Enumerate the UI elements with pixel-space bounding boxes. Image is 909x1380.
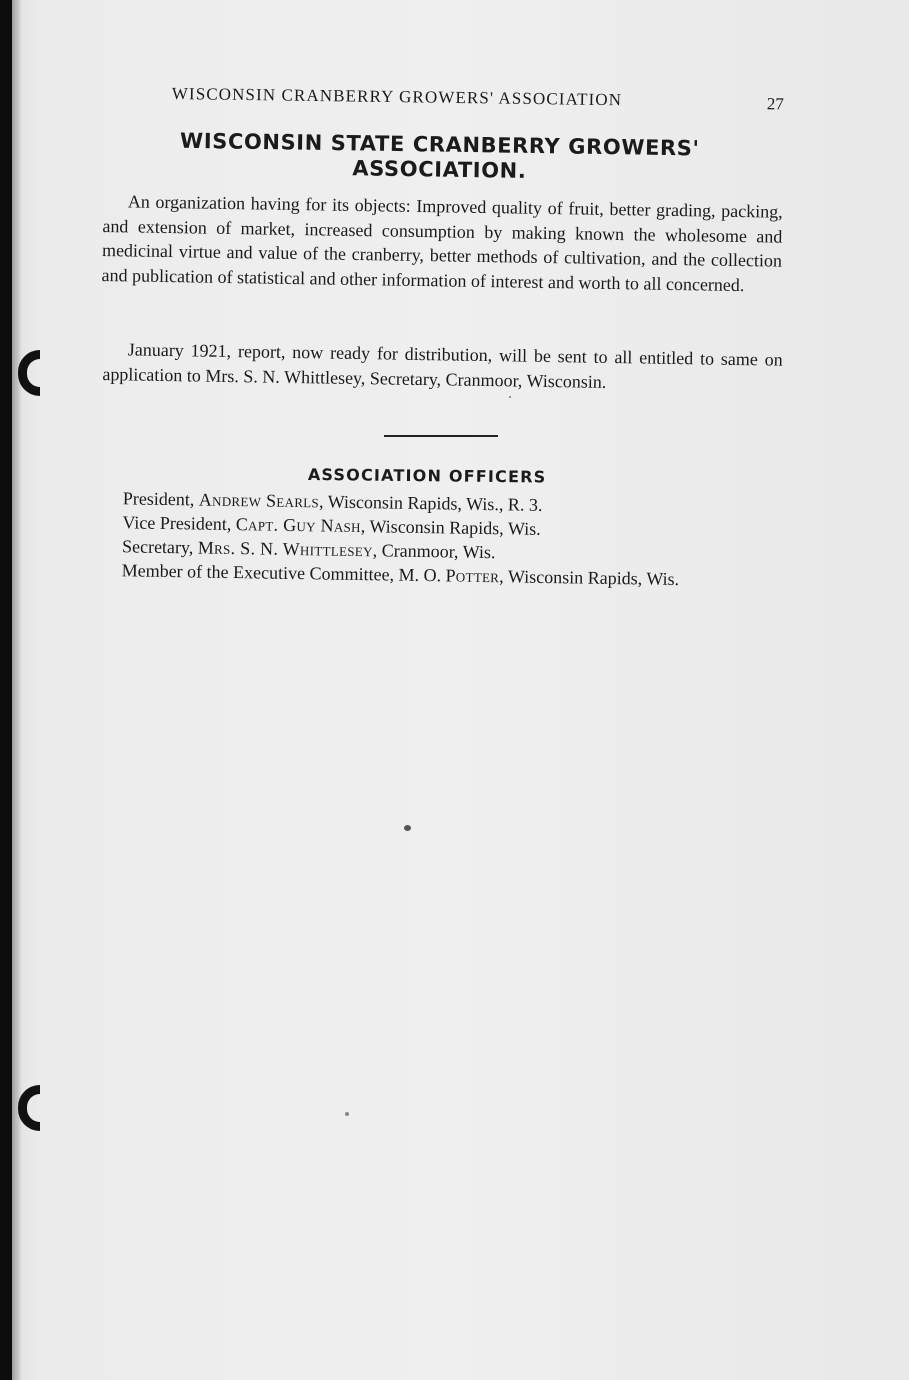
section-heading-line-1: WISCONSIN STATE CRANBERRY GROWERS': [179, 128, 700, 161]
running-head: [172, 84, 784, 119]
officer-name: Potter: [445, 565, 500, 587]
officer-role: Secretary,: [121, 536, 198, 558]
print-speck: [404, 825, 411, 831]
officer-role: President,: [122, 488, 199, 510]
objects-paragraph: An organization having for its objects: Improved quality of fruit, better grading, packing, and extension of market, increased consumption by making known the wholesome and medicinal virtue and value of the cranberry, better methods of cultivation, and the collection and publication of statistical and other information of interest and worth to all concerned.: [101, 191, 783, 295]
officer-details: , Wisconsin Rapids, Wis., R. 3.: [318, 491, 543, 515]
officers-heading: ASSOCIATION OFFICERS: [307, 465, 547, 487]
officer-name: Andrew Searls: [198, 489, 320, 512]
print-speck: [509, 396, 511, 398]
officer-details: , Cranmoor, Wis.: [372, 540, 496, 563]
running-head-title: WISCONSIN CRANBERRY GROWERS' ASSOCIATION: [171, 84, 623, 110]
binding-shadow: [12, 0, 22, 1380]
report-paragraph-block: [102, 337, 783, 397]
officer-name: Mrs. S. N. Whittlesey: [197, 537, 373, 561]
section-divider: [384, 435, 498, 437]
section-heading: [129, 128, 750, 187]
print-speck: [345, 1112, 349, 1116]
binding-edge: [0, 0, 12, 1380]
report-paragraph: January 1921, report, now ready for distribution, will be sent to all entitled to same on application to Mrs. S. N. Whittlesey, Secretary, Cranmoor, Wisconsin.: [102, 339, 783, 392]
officer-details: , Wisconsin Rapids, Wis.: [360, 516, 541, 539]
section-heading-line-2: ASSOCIATION.: [352, 156, 527, 183]
page-number: 27: [766, 94, 784, 114]
officers-list: [101, 486, 784, 593]
objects-paragraph-block: [101, 189, 782, 298]
officer-details: , Wisconsin Rapids, Wis.: [499, 566, 680, 590]
officer-name: Capt. Guy Nash: [235, 514, 361, 537]
officer-role: Vice President,: [122, 512, 236, 535]
officer-role: Member of the Executive Committee, M. O.: [121, 560, 446, 586]
